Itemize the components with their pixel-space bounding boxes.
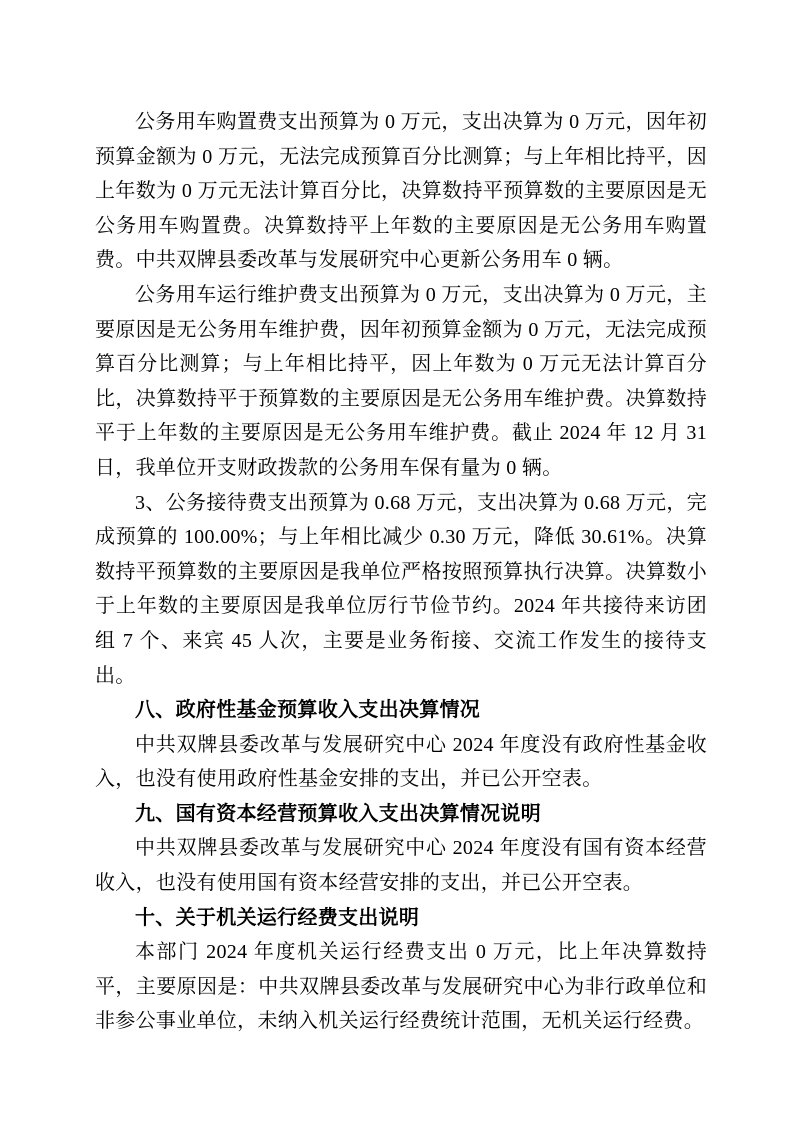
heading-section-9-state-capital-budget: 九、国有资本经营预算收入支出决算情况说明 <box>135 802 541 825</box>
heading-section-10-agency-operating-expense: 十、关于机关运行经费支出说明 <box>135 906 420 929</box>
document-body <box>95 105 707 1039</box>
paragraph-official-vehicle-purchase: 公务用车购置费支出预算为 0 万元，支出决算为 0 万元，因年初预算金额为 0 万元，无法完成预算百分比测算；与上年相比持平，因上年数为 0 万元无法计算百分比，决算数持平预算数的主要原因是无公务用车购置费。决算数持平上年数的主要原因是无公务用车购置费。中共双牌县委改革与发展研究中心更新公务用车 0 辆。 <box>95 111 707 272</box>
heading-section-8-government-fund-budget: 八、政府性基金预算收入支出决算情况 <box>135 699 481 722</box>
paragraph-agency-operating-expense: 本部门 2024 年度机关运行经费支出 0 万元，比上年决算数持平，主要原因是：中共双牌县委改革与发展研究中心为非行政单位和非参公事业单位，未纳入机关运行经费统计范围，无机关运行经费。 <box>95 941 707 1033</box>
paragraph-state-capital-budget: 中共双牌县委改革与发展研究中心 2024 年度没有国有资本经营收入，也没有使用国有资本经营安排的支出，并已公开空表。 <box>95 837 707 895</box>
paragraph-government-fund-budget: 中共双牌县委改革与发展研究中心 2024 年度没有政府性基金收入，也没有使用政府性基金安排的支出，并已公开空表。 <box>95 733 707 791</box>
paragraph-official-reception-expense: 3、公务接待费支出预算为 0.68 万元，支出决算为 0.68 万元，完成预算的 100.00%；与上年相比减少 0.30 万元，降低 30.61%。决算数持平预算数的主要原因是我单位严格按照预算执行决算。决算数小于上年数的主要原因是我单位厉行节俭节约。2024 年共接待来访团组 7 个、来宾 45 人次，主要是业务衔接、交流工作发生的接待支出。 <box>95 491 707 687</box>
paragraph-official-vehicle-maintenance: 公务用车运行维护费支出预算为 0 万元，支出决算为 0 万元，主要原因是无公务用车维护费，因年初预算金额为 0 万元，无法完成预算百分比测算；与上年相比持平，因上年数为 0 万元无法计算百分比，决算数持平于预算数的主要原因是无公务用车维护费。决算数持平于上年数的主要原因是无公务用车维护费。截止 2024 年 12 月 31 日，我单位开支财政拨款的公务用车保有量为 0 辆。 <box>95 283 707 479</box>
